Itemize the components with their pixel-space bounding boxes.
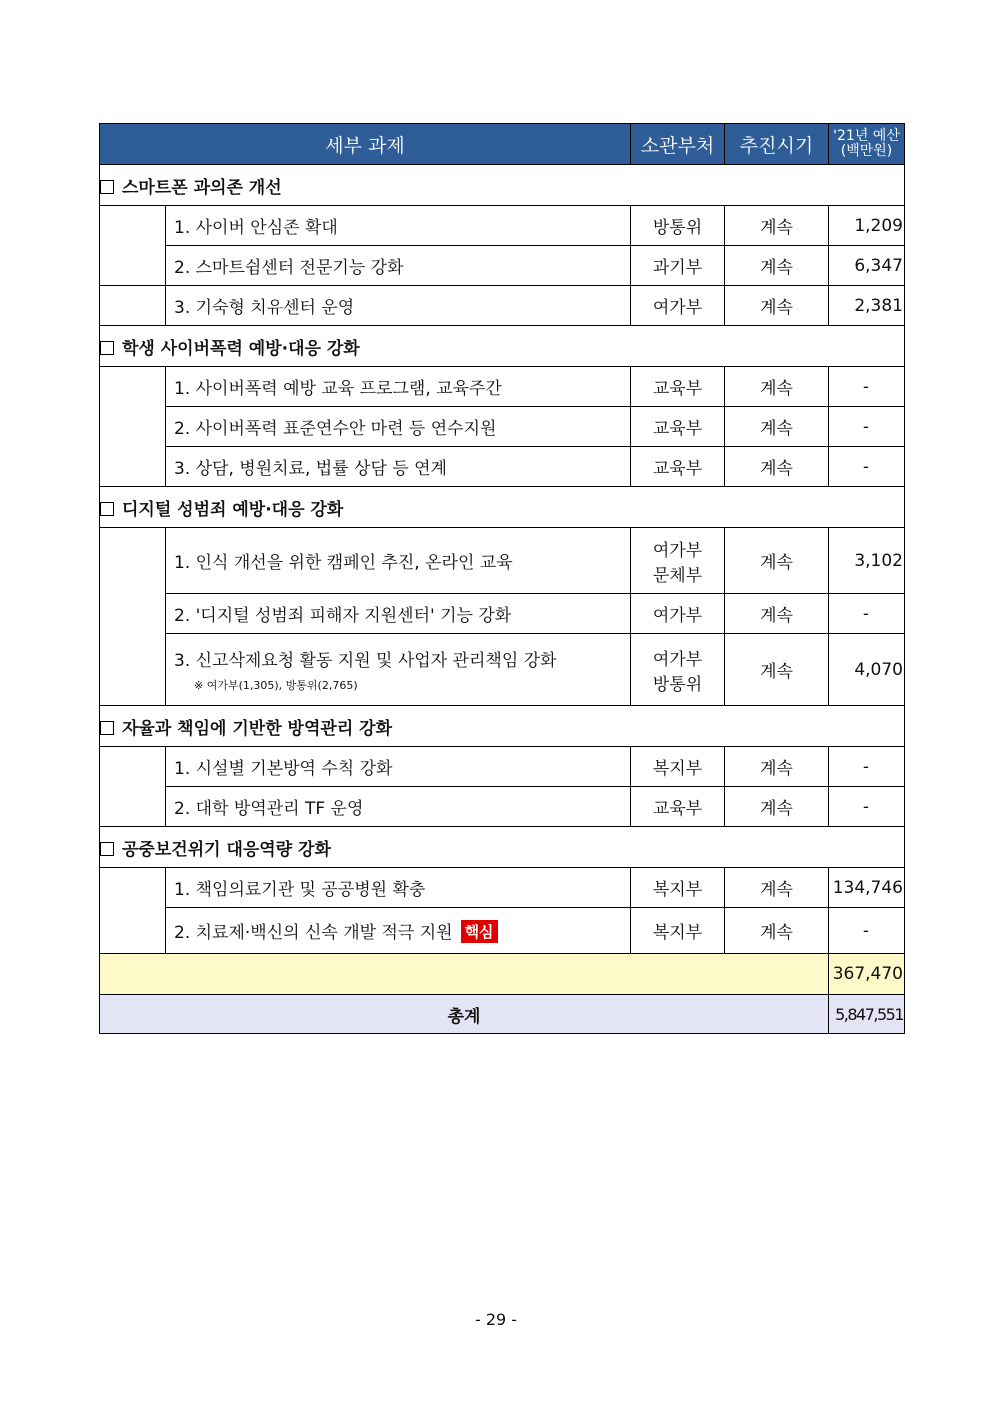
amount-cell: 2,381 [829, 286, 905, 326]
table-row [100, 634, 905, 706]
checkbox-square-icon [100, 842, 114, 856]
dept-line: 여가부 [652, 649, 703, 670]
period-cell: 계속 [725, 447, 829, 487]
amount-cell: 6,347 [829, 246, 905, 286]
section-title [100, 487, 905, 528]
subtotal-row [100, 954, 905, 995]
section-row [100, 487, 905, 528]
table-row [100, 594, 905, 634]
period-cell: 계속 [725, 594, 829, 634]
section-title-text: 학생 사이버폭력 예방·대응 강화 [122, 338, 360, 359]
indent-cell [100, 367, 166, 487]
section-title-text: 자율과 책임에 기반한 방역관리 강화 [122, 718, 393, 739]
table-row [100, 367, 905, 407]
amount-cell: - [829, 908, 905, 954]
section-title-text: 스마트폰 과의존 개선 [122, 177, 282, 198]
table-row [100, 787, 905, 827]
dept-cell: 교육부 [631, 407, 725, 447]
dept-cell: 교육부 [631, 367, 725, 407]
period-cell: 계속 [725, 868, 829, 908]
section-title-text: 디지털 성범죄 예방·대응 강화 [122, 499, 344, 520]
total-row [100, 995, 905, 1034]
header-task: 세부 과제 [100, 124, 631, 165]
checkbox-square-icon [100, 721, 114, 735]
period-cell: 계속 [725, 246, 829, 286]
indent-cell [100, 286, 166, 326]
period-cell: 계속 [725, 206, 829, 246]
dept-cell: 교육부 [631, 447, 725, 487]
page-number: - 29 - [474, 1310, 518, 1329]
task-cell [166, 908, 631, 954]
task-cell: 2. 사이버폭력 표준연수안 마련 등 연수지원 [166, 407, 631, 447]
period-cell: 계속 [725, 528, 829, 594]
section-title-text: 공중보건위기 대응역량 강화 [122, 839, 331, 860]
header-budget [829, 124, 905, 165]
budget-table [99, 123, 905, 1034]
amount-cell: 1,209 [829, 206, 905, 246]
section-row [100, 706, 905, 747]
checkbox-square-icon [100, 180, 114, 194]
dept-cell: 복지부 [631, 868, 725, 908]
table-row [100, 206, 905, 246]
amount-cell: - [829, 367, 905, 407]
amount-cell: - [829, 447, 905, 487]
task-cell: 1. 사이버 안심존 확대 [166, 206, 631, 246]
table-row [100, 407, 905, 447]
dept-cell: 복지부 [631, 747, 725, 787]
task-cell [166, 634, 631, 706]
dept-line: 문체부 [652, 565, 703, 586]
section-title [100, 827, 905, 868]
section-title [100, 706, 905, 747]
subtotal-label [100, 954, 829, 995]
dept-line: 여가부 [652, 540, 703, 561]
period-cell: 계속 [725, 634, 829, 706]
dept-cell: 여가부 [631, 594, 725, 634]
indent-cell [100, 747, 166, 827]
amount-cell: 134,746 [829, 868, 905, 908]
checkbox-square-icon [100, 502, 114, 516]
table-row [100, 868, 905, 908]
table-row [100, 528, 905, 594]
dept-cell: 방통위 [631, 206, 725, 246]
task-note: ※ 여가부(1,305), 방통위(2,765) [194, 679, 358, 692]
section-row [100, 165, 905, 206]
period-cell: 계속 [725, 787, 829, 827]
table-row [100, 747, 905, 787]
task-cell: 1. 인식 개선을 위한 캠페인 추진, 온라인 교육 [166, 528, 631, 594]
dept-line: 방통위 [652, 674, 703, 695]
task-cell: 2. 대학 방역관리 TF 운영 [166, 787, 631, 827]
task-text: 3. 신고삭제요청 활동 지원 및 사업자 관리책임 강화 [174, 651, 557, 671]
section-row [100, 326, 905, 367]
period-cell: 계속 [725, 286, 829, 326]
task-cell: 2. '디지털 성범죄 피해자 지원센터' 기능 강화 [166, 594, 631, 634]
task-cell: 2. 스마트쉼센터 전문기능 강화 [166, 246, 631, 286]
task-cell: 3. 상담, 병원치료, 법률 상담 등 연계 [166, 447, 631, 487]
amount-cell: 3,102 [829, 528, 905, 594]
task-cell: 3. 기숙형 치유센터 운영 [166, 286, 631, 326]
dept-cell: 교육부 [631, 787, 725, 827]
task-text: 2. 치료제·백신의 신속 개발 적극 지원 [174, 923, 453, 943]
table-row [100, 286, 905, 326]
period-cell: 계속 [725, 367, 829, 407]
table-row [100, 246, 905, 286]
section-row [100, 827, 905, 868]
header-period: 추진시기 [725, 124, 829, 165]
table-row [100, 908, 905, 954]
indent-cell [100, 868, 166, 954]
dept-cell: 여가부 [631, 286, 725, 326]
indent-cell [100, 528, 166, 706]
section-title [100, 326, 905, 367]
amount-cell: - [829, 787, 905, 827]
table-row [100, 447, 905, 487]
header-dept: 소관부처 [631, 124, 725, 165]
task-cell: 1. 사이버폭력 예방 교육 프로그램, 교육주간 [166, 367, 631, 407]
task-cell: 1. 시설별 기본방역 수칙 강화 [166, 747, 631, 787]
indent-cell [100, 206, 166, 286]
core-badge: 핵심 [461, 920, 498, 943]
header-budget-year: '21년 예산 [833, 128, 900, 144]
total-label: 총계 [100, 995, 829, 1034]
period-cell: 계속 [725, 747, 829, 787]
amount-cell: - [829, 594, 905, 634]
task-cell: 1. 책임의료기관 및 공공병원 확충 [166, 868, 631, 908]
checkbox-square-icon [100, 341, 114, 355]
amount-cell: - [829, 747, 905, 787]
dept-cell: 과기부 [631, 246, 725, 286]
table-header-row [100, 124, 905, 165]
dept-cell [631, 528, 725, 594]
period-cell: 계속 [725, 407, 829, 447]
dept-cell [631, 634, 725, 706]
dept-cell: 복지부 [631, 908, 725, 954]
amount-cell: 4,070 [829, 634, 905, 706]
subtotal-amount: 367,470 [829, 954, 905, 995]
total-amount: 5,847,551 [829, 995, 905, 1034]
section-title [100, 165, 905, 206]
period-cell: 계속 [725, 908, 829, 954]
amount-cell: - [829, 407, 905, 447]
header-budget-unit: (백만원) [840, 143, 893, 159]
